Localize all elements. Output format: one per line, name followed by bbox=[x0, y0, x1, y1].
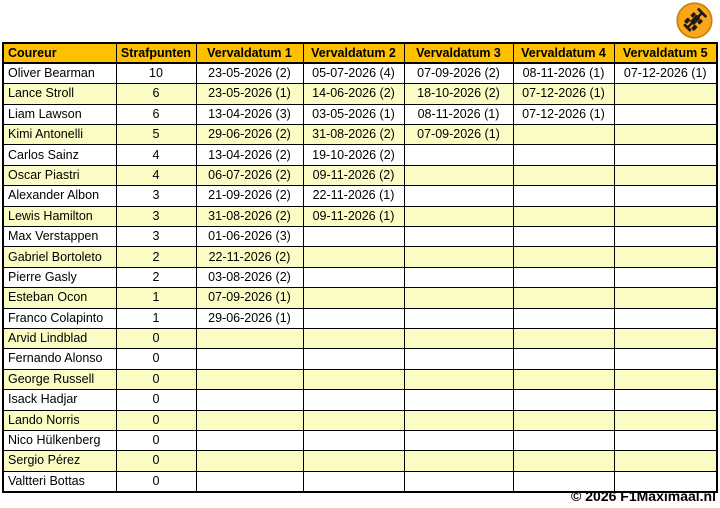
date-cell bbox=[303, 369, 404, 389]
date-cell bbox=[196, 451, 303, 471]
points-cell: 0 bbox=[116, 430, 196, 450]
date-cell bbox=[196, 430, 303, 450]
date-cell bbox=[404, 308, 513, 328]
table-row bbox=[3, 104, 717, 124]
date-cell bbox=[303, 227, 404, 247]
date-cell bbox=[303, 308, 404, 328]
table-row bbox=[3, 247, 717, 267]
points-cell: 0 bbox=[116, 410, 196, 430]
date-cell bbox=[404, 206, 513, 226]
table-row bbox=[3, 165, 717, 185]
date-cell: 13-04-2026 (2) bbox=[196, 145, 303, 165]
driver-name-cell: Lewis Hamilton bbox=[3, 206, 116, 226]
date-cell bbox=[196, 390, 303, 410]
date-cell: 22-11-2026 (2) bbox=[196, 247, 303, 267]
table-row bbox=[3, 328, 717, 348]
driver-name-cell: George Russell bbox=[3, 369, 116, 389]
date-cell bbox=[404, 288, 513, 308]
date-cell bbox=[513, 227, 614, 247]
date-cell bbox=[513, 125, 614, 145]
date-cell: 23-05-2026 (1) bbox=[196, 84, 303, 104]
points-cell: 0 bbox=[116, 369, 196, 389]
date-cell bbox=[303, 410, 404, 430]
date-cell: 07-12-2026 (1) bbox=[513, 104, 614, 124]
date-cell: 29-06-2026 (2) bbox=[196, 125, 303, 145]
date-cell bbox=[404, 165, 513, 185]
header-cell-vervaldatum-2: Vervaldatum 2 bbox=[303, 43, 404, 63]
points-cell: 0 bbox=[116, 349, 196, 369]
date-cell bbox=[513, 349, 614, 369]
date-cell bbox=[303, 247, 404, 267]
points-cell: 5 bbox=[116, 125, 196, 145]
date-cell: 13-04-2026 (3) bbox=[196, 104, 303, 124]
points-cell: 3 bbox=[116, 227, 196, 247]
points-cell: 1 bbox=[116, 308, 196, 328]
points-cell: 2 bbox=[116, 267, 196, 287]
date-cell: 06-07-2026 (2) bbox=[196, 165, 303, 185]
date-cell bbox=[614, 410, 717, 430]
date-cell: 05-07-2026 (4) bbox=[303, 63, 404, 83]
table-row bbox=[3, 410, 717, 430]
date-cell bbox=[513, 206, 614, 226]
date-cell bbox=[513, 267, 614, 287]
points-cell: 3 bbox=[116, 186, 196, 206]
driver-name-cell: Lance Stroll bbox=[3, 84, 116, 104]
date-cell: 07-12-2026 (1) bbox=[513, 84, 614, 104]
date-cell bbox=[404, 328, 513, 348]
date-cell bbox=[614, 247, 717, 267]
date-cell: 21-09-2026 (2) bbox=[196, 186, 303, 206]
date-cell bbox=[404, 267, 513, 287]
points-cell: 6 bbox=[116, 84, 196, 104]
date-cell bbox=[614, 267, 717, 287]
date-cell bbox=[404, 247, 513, 267]
points-cell: 2 bbox=[116, 247, 196, 267]
date-cell bbox=[303, 349, 404, 369]
date-cell bbox=[404, 430, 513, 450]
table-row bbox=[3, 349, 717, 369]
date-cell bbox=[196, 410, 303, 430]
driver-name-cell: Lando Norris bbox=[3, 410, 116, 430]
date-cell: 09-11-2026 (2) bbox=[303, 165, 404, 185]
penalty-points-table bbox=[2, 42, 718, 493]
table-row bbox=[3, 430, 717, 450]
date-cell: 07-09-2026 (2) bbox=[404, 63, 513, 83]
date-cell bbox=[303, 471, 404, 491]
date-cell bbox=[614, 186, 717, 206]
date-cell bbox=[513, 328, 614, 348]
date-cell bbox=[513, 308, 614, 328]
f1-car-icon bbox=[676, 2, 713, 39]
date-cell: 31-08-2026 (2) bbox=[303, 125, 404, 145]
date-cell bbox=[196, 328, 303, 348]
date-cell bbox=[614, 125, 717, 145]
points-cell: 6 bbox=[116, 104, 196, 124]
date-cell bbox=[404, 186, 513, 206]
date-cell bbox=[404, 349, 513, 369]
driver-name-cell: Alexander Albon bbox=[3, 186, 116, 206]
driver-name-cell: Valtteri Bottas bbox=[3, 471, 116, 491]
date-cell: 07-09-2026 (1) bbox=[196, 288, 303, 308]
date-cell bbox=[404, 390, 513, 410]
driver-name-cell: Esteban Ocon bbox=[3, 288, 116, 308]
date-cell bbox=[404, 471, 513, 491]
table-row bbox=[3, 145, 717, 165]
date-cell bbox=[614, 84, 717, 104]
date-cell: 08-11-2026 (1) bbox=[513, 63, 614, 83]
date-cell: 31-08-2026 (2) bbox=[196, 206, 303, 226]
date-cell bbox=[404, 369, 513, 389]
date-cell: 01-06-2026 (3) bbox=[196, 227, 303, 247]
date-cell bbox=[303, 430, 404, 450]
date-cell bbox=[404, 227, 513, 247]
date-cell bbox=[513, 390, 614, 410]
table-row bbox=[3, 267, 717, 287]
driver-name-cell: Kimi Antonelli bbox=[3, 125, 116, 145]
date-cell bbox=[513, 186, 614, 206]
date-cell: 07-12-2026 (1) bbox=[614, 63, 717, 83]
header-cell-strafpunten: Strafpunten bbox=[116, 43, 196, 63]
date-cell bbox=[513, 247, 614, 267]
table-row bbox=[3, 369, 717, 389]
points-cell: 0 bbox=[116, 328, 196, 348]
header-cell-vervaldatum-1: Vervaldatum 1 bbox=[196, 43, 303, 63]
table-row bbox=[3, 206, 717, 226]
date-cell bbox=[196, 471, 303, 491]
date-cell bbox=[513, 369, 614, 389]
date-cell bbox=[303, 451, 404, 471]
header-cell-vervaldatum-5: Vervaldatum 5 bbox=[614, 43, 717, 63]
date-cell bbox=[404, 451, 513, 471]
date-cell bbox=[614, 288, 717, 308]
table-row bbox=[3, 125, 717, 145]
points-cell: 4 bbox=[116, 145, 196, 165]
date-cell: 18-10-2026 (2) bbox=[404, 84, 513, 104]
date-cell bbox=[614, 430, 717, 450]
driver-name-cell: Liam Lawson bbox=[3, 104, 116, 124]
points-cell: 4 bbox=[116, 165, 196, 185]
date-cell bbox=[513, 430, 614, 450]
copyright-text: © 2026 F1Maximaal.nl bbox=[571, 488, 716, 504]
date-cell: 09-11-2026 (1) bbox=[303, 206, 404, 226]
points-cell: 0 bbox=[116, 451, 196, 471]
table-row bbox=[3, 308, 717, 328]
date-cell bbox=[196, 369, 303, 389]
driver-name-cell: Sergio Pérez bbox=[3, 451, 116, 471]
date-cell bbox=[513, 451, 614, 471]
date-cell: 22-11-2026 (1) bbox=[303, 186, 404, 206]
table-row bbox=[3, 227, 717, 247]
date-cell bbox=[513, 145, 614, 165]
date-cell: 19-10-2026 (2) bbox=[303, 145, 404, 165]
date-cell: 03-05-2026 (1) bbox=[303, 104, 404, 124]
date-cell bbox=[513, 288, 614, 308]
driver-name-cell: Arvid Lindblad bbox=[3, 328, 116, 348]
driver-name-cell: Gabriel Bortoleto bbox=[3, 247, 116, 267]
table-row bbox=[3, 186, 717, 206]
date-cell bbox=[614, 328, 717, 348]
driver-name-cell: Oliver Bearman bbox=[3, 63, 116, 83]
date-cell bbox=[303, 328, 404, 348]
date-cell bbox=[614, 369, 717, 389]
date-cell: 14-06-2026 (2) bbox=[303, 84, 404, 104]
date-cell bbox=[513, 165, 614, 185]
table-row bbox=[3, 63, 717, 83]
date-cell bbox=[513, 410, 614, 430]
date-cell bbox=[614, 206, 717, 226]
date-cell: 03-08-2026 (2) bbox=[196, 267, 303, 287]
driver-name-cell: Nico Hülkenberg bbox=[3, 430, 116, 450]
date-cell bbox=[614, 349, 717, 369]
date-cell bbox=[303, 390, 404, 410]
date-cell bbox=[404, 145, 513, 165]
date-cell bbox=[404, 410, 513, 430]
date-cell: 23-05-2026 (2) bbox=[196, 63, 303, 83]
date-cell bbox=[614, 165, 717, 185]
date-cell: 08-11-2026 (1) bbox=[404, 104, 513, 124]
points-cell: 0 bbox=[116, 390, 196, 410]
date-cell bbox=[303, 267, 404, 287]
header-cell-coureur: Coureur bbox=[3, 43, 116, 63]
table-row bbox=[3, 451, 717, 471]
points-cell: 0 bbox=[116, 471, 196, 491]
date-cell bbox=[303, 288, 404, 308]
header-cell-vervaldatum-4: Vervaldatum 4 bbox=[513, 43, 614, 63]
driver-name-cell: Max Verstappen bbox=[3, 227, 116, 247]
driver-name-cell: Franco Colapinto bbox=[3, 308, 116, 328]
date-cell bbox=[614, 451, 717, 471]
driver-name-cell: Fernando Alonso bbox=[3, 349, 116, 369]
driver-name-cell: Oscar Piastri bbox=[3, 165, 116, 185]
date-cell: 29-06-2026 (1) bbox=[196, 308, 303, 328]
points-cell: 1 bbox=[116, 288, 196, 308]
date-cell bbox=[614, 390, 717, 410]
date-cell: 07-09-2026 (1) bbox=[404, 125, 513, 145]
header-cell-vervaldatum-3: Vervaldatum 3 bbox=[404, 43, 513, 63]
table-row bbox=[3, 288, 717, 308]
driver-name-cell: Isack Hadjar bbox=[3, 390, 116, 410]
date-cell bbox=[614, 227, 717, 247]
date-cell bbox=[196, 349, 303, 369]
date-cell bbox=[614, 145, 717, 165]
date-cell bbox=[614, 308, 717, 328]
driver-name-cell: Pierre Gasly bbox=[3, 267, 116, 287]
table-header bbox=[3, 43, 717, 63]
points-cell: 3 bbox=[116, 206, 196, 226]
table-row bbox=[3, 390, 717, 410]
date-cell bbox=[614, 104, 717, 124]
points-cell: 10 bbox=[116, 63, 196, 83]
driver-name-cell: Carlos Sainz bbox=[3, 145, 116, 165]
table-row bbox=[3, 84, 717, 104]
